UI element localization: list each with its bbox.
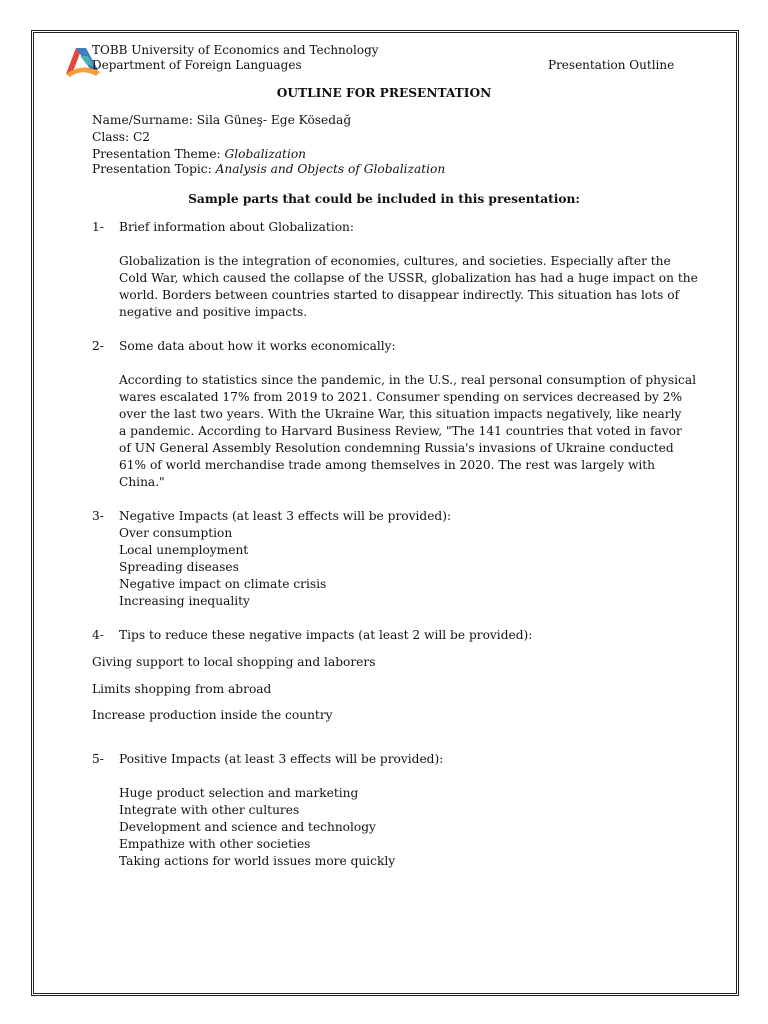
university-name: TOBB University of Economics and Technology [92, 43, 379, 57]
list-item: Development and science and technology [119, 820, 376, 834]
paragraph-line: of UN General Assembly Resolution condemning Russia's invasions of Ukraine conducted [119, 441, 674, 455]
section-intro: Sample parts that could be included in this presentation: [188, 192, 580, 206]
list-item: Over consumption [119, 526, 233, 540]
topic-value: Analysis and Objects of Globalization [215, 162, 446, 176]
page-title: OUTLINE FOR PRESENTATION [276, 86, 492, 100]
section-5-number: 5- [92, 752, 104, 766]
section-2-number: 2- [92, 339, 104, 353]
list-item: Empathize with other societies [119, 837, 311, 851]
paragraph-line: Globalization is the integration of economies, cultures, and societies. Especially after the [119, 254, 671, 268]
section-3-heading: Negative Impacts (at least 3 effects will be provided): [119, 509, 452, 523]
name-line [92, 112, 351, 129]
class-line [92, 129, 150, 146]
section-5-heading: Positive Impacts (at least 3 effects will be provided): [119, 752, 444, 766]
paragraph-line: wares escalated 17% from 2019 to 2021. Consumer spending on services decreased by 2% [119, 390, 683, 404]
paragraph-line: China." [119, 475, 165, 489]
paragraph-line: Cold War, which caused the collapse of the USSR, globalization has had a huge impact on the [119, 271, 698, 285]
list-item: Giving support to local shopping and laborers [92, 655, 376, 669]
department-name: Department of Foreign Languages [92, 58, 302, 72]
paragraph-line: world. Borders between countries started to disappear indirectly. This situation has lots of [119, 288, 680, 302]
paragraph-line: negative and positive impacts. [119, 305, 308, 319]
list-item: Taking actions for world issues more quickly [119, 854, 396, 868]
list-item: Increase production inside the country [92, 708, 333, 722]
section-1-number: 1- [92, 220, 104, 234]
list-item: Spreading diseases [119, 560, 239, 574]
list-item: Increasing inequality [119, 594, 250, 608]
paragraph-line: 61% of world merchandise trade among themselves in 2020. The rest was largely with [119, 458, 656, 472]
section-3-list [119, 525, 326, 610]
section-4-heading: Tips to reduce these negative impacts (at least 2 will be provided): [119, 628, 533, 642]
section-2-heading: Some data about how it works economically: [119, 339, 396, 353]
document-type: Presentation Outline [548, 58, 675, 72]
theme-label: Presentation Theme: [92, 147, 221, 161]
section-5-list [119, 785, 395, 870]
section-1-heading: Brief information about Globalization: [119, 220, 355, 234]
paragraph-line: a pandemic. According to Harvard Business Review, "The 141 countries that voted in favor [119, 424, 682, 438]
section-1-paragraph [119, 253, 698, 321]
name-value: Sila Güneş- Ege Kösedağ [196, 113, 352, 127]
list-item: Limits shopping from abroad [92, 682, 272, 696]
section-2-paragraph [119, 372, 696, 491]
section-4-number: 4- [92, 628, 104, 642]
theme-value: Globalization [224, 147, 307, 161]
section-3-number: 3- [92, 509, 104, 523]
class-value: C2 [132, 130, 151, 144]
list-item: Huge product selection and marketing [119, 786, 359, 800]
paragraph-line: According to statistics since the pandemic, in the U.S., real personal consumption of physical [119, 373, 697, 387]
topic-label: Presentation Topic: [92, 162, 212, 176]
topic-line [92, 161, 445, 178]
list-item: Integrate with other cultures [119, 803, 300, 817]
list-item: Negative impact on climate crisis [119, 577, 327, 591]
paragraph-line: over the last two years. With the Ukraine War, this situation impacts negatively, like nearly [119, 407, 682, 421]
class-label: Class: [92, 130, 130, 144]
name-label: Name/Surname: [92, 113, 193, 127]
list-item: Local unemployment [119, 543, 249, 557]
